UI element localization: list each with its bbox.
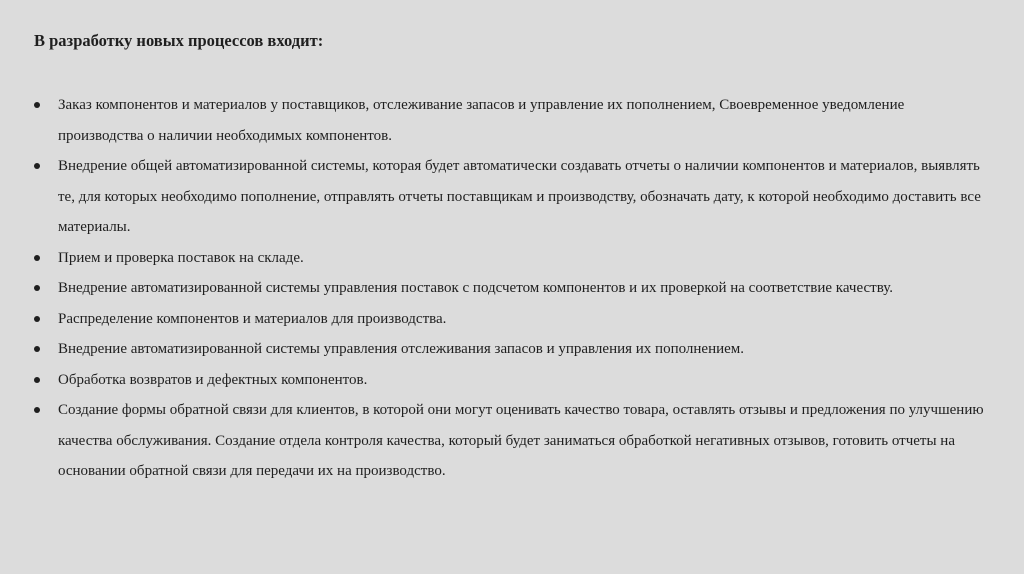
list-item-text: Внедрение общей автоматизированной системы, которая будет автоматически создавать отчеты о наличии компонентов и материалов, выявлять те, для которых необходимо пополнение, отправлять отчеты поставщикам и производству, обозначать дату, к которой необходимо доставить все материалы. (58, 158, 981, 235)
bullet-icon (34, 316, 40, 322)
list-item-text: Заказ компонентов и материалов у поставщиков, отслеживание запасов и управление их пополнением, Своевременное уведомление производства о наличии необходимых компонентов. (58, 97, 905, 144)
list-item-text: Распределение компонентов и материалов для производства. (58, 310, 447, 327)
list-item-text: Внедрение автоматизированной системы управления отслеживания запасов и управления их пополнением. (58, 341, 745, 357)
list-item (34, 243, 984, 274)
slide-heading: В разработку новых процессов входит: (34, 31, 324, 50)
bullet-icon (34, 346, 40, 352)
list-item (34, 304, 984, 335)
list-item (34, 90, 984, 151)
bullet-icon (34, 407, 40, 413)
list-item-text: Прием и проверка поставок на складе. (58, 249, 304, 266)
bullet-icon (34, 285, 40, 291)
list-item-text: Создание формы обратной связи для клиентов, в которой они могут оценивать качество товара, оставлять отзывы и предложения по улучшению качества обслуживания. Создание отдела контроля качества, который будет заниматься обработкой негативных отзывов, готовить отчеты на основании обратной связи для передачи их на производство. (58, 402, 984, 479)
list-item (34, 365, 984, 396)
list-item-text: Внедрение автоматизированной системы управления поставок с подсчетом компонентов и их проверкой на соответствие качеству. (58, 280, 894, 296)
list-item (34, 273, 984, 304)
bullet-icon (34, 163, 40, 169)
bullet-icon (34, 102, 40, 108)
bullet-list (34, 90, 984, 487)
list-item (34, 151, 984, 243)
list-item (34, 334, 984, 365)
list-item (34, 395, 984, 487)
bullet-icon (34, 255, 40, 261)
bullet-icon (34, 377, 40, 383)
list-item-text: Обработка возвратов и дефектных компонентов. (58, 371, 368, 388)
